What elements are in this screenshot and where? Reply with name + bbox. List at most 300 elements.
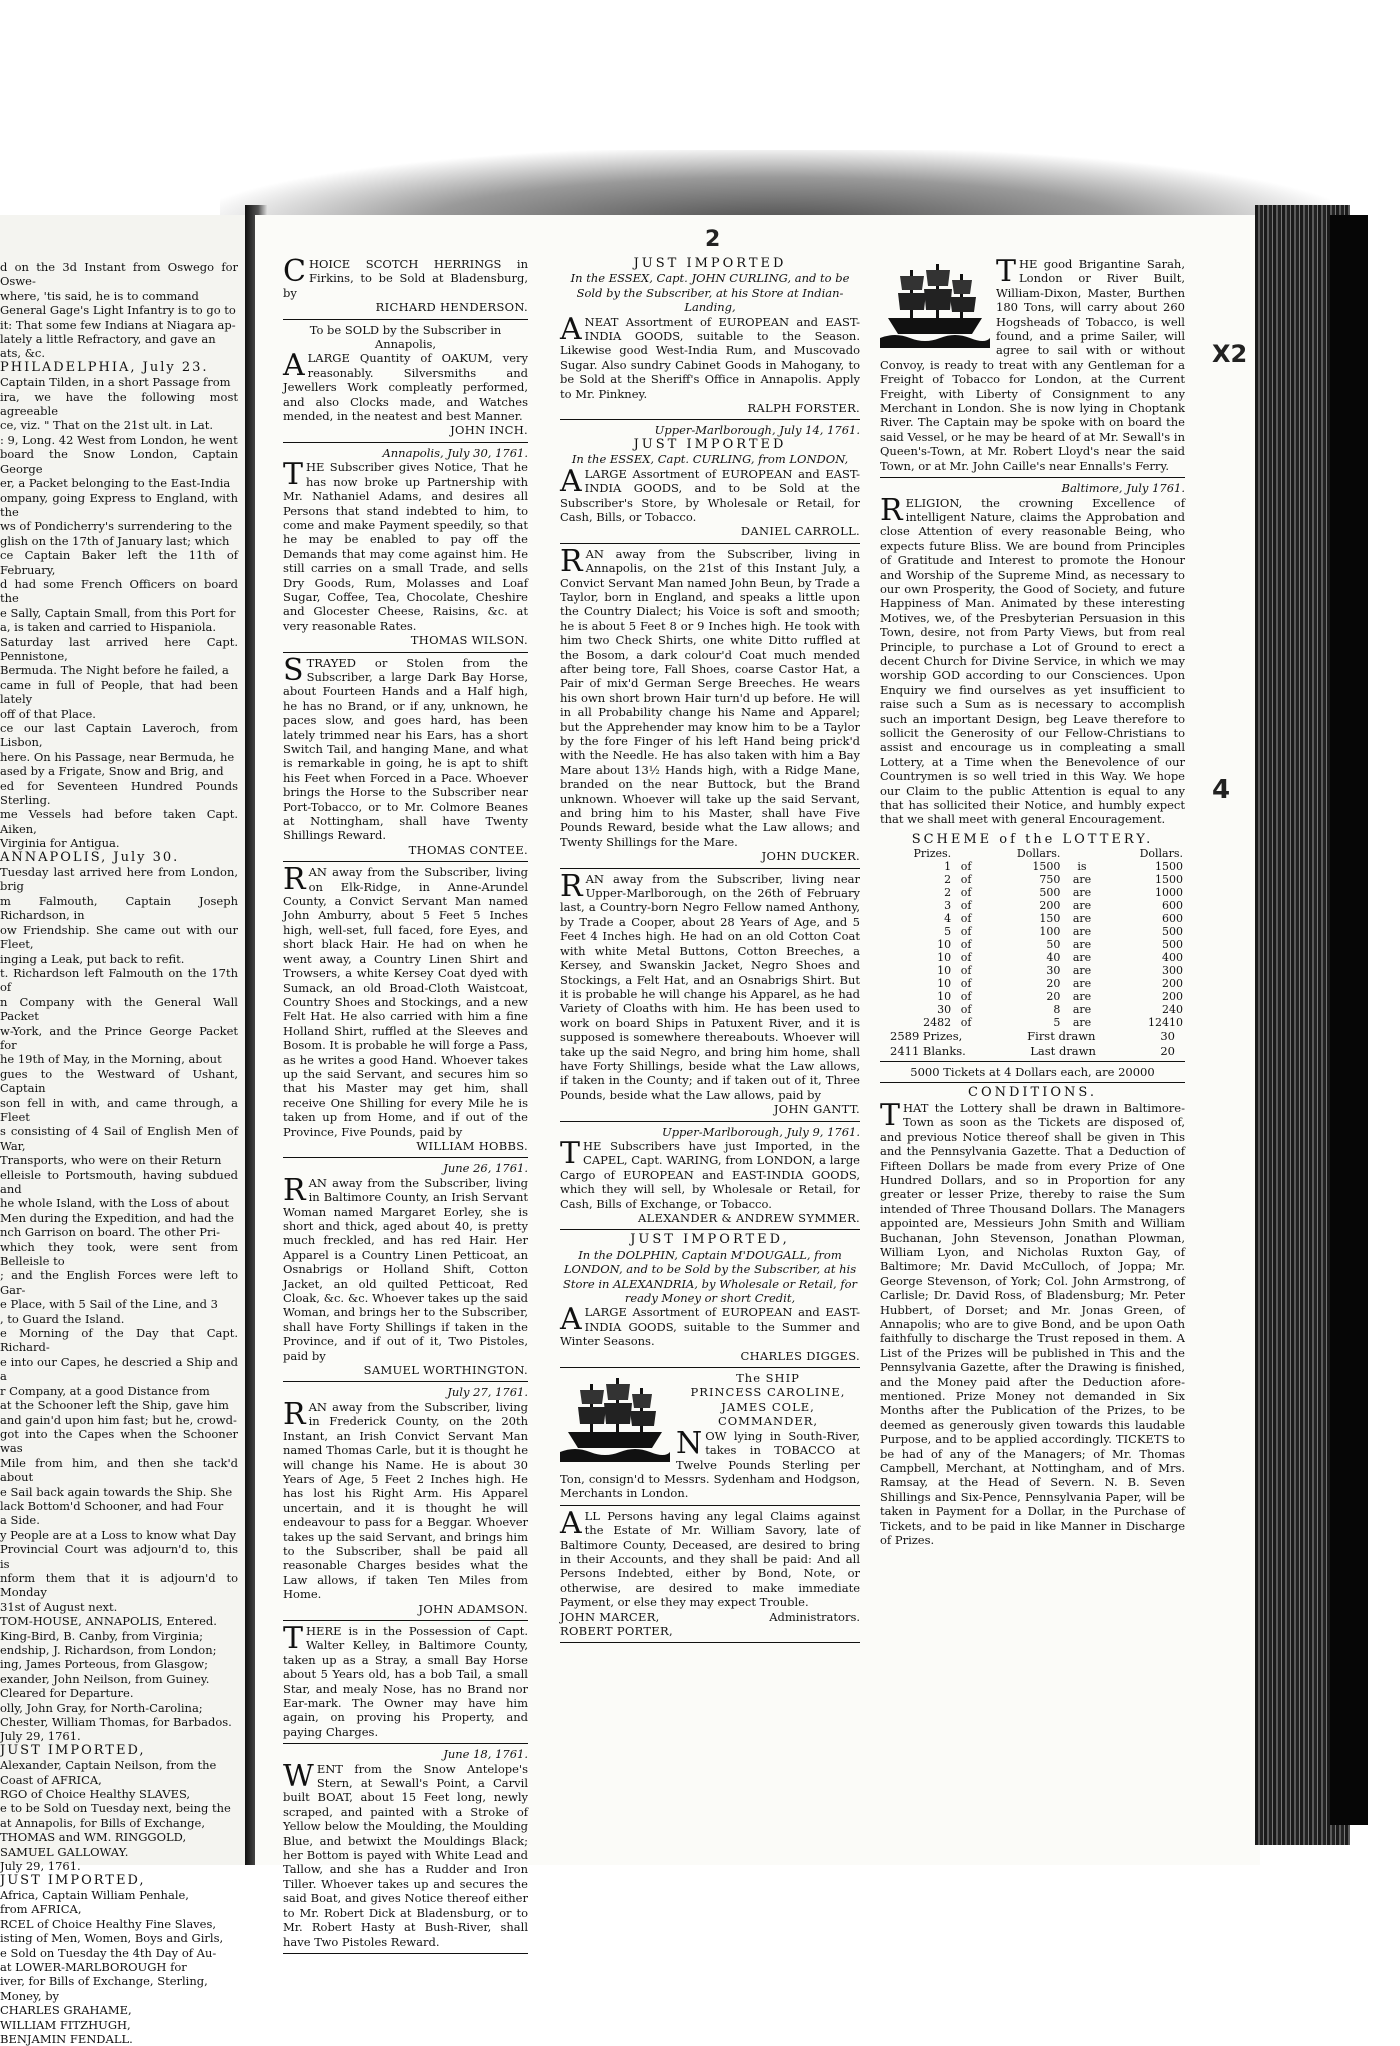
table-cell: 1500 xyxy=(1155,860,1183,874)
table-row xyxy=(880,990,1185,1003)
left-column-line: e Sail back again towards the Ship. She xyxy=(0,1484,233,1499)
advertisement xyxy=(283,323,528,438)
advertisement xyxy=(283,254,528,315)
ad-signature: DANIEL CARROLL. xyxy=(740,524,860,539)
ad-signature: RICHARD HENDERSON. xyxy=(375,300,528,315)
column-rule xyxy=(560,1229,860,1230)
brigantine-advertisement xyxy=(880,254,1185,473)
margin-mark-4: 4 xyxy=(1212,775,1231,805)
table-cell: 750 xyxy=(1039,873,1061,887)
table-row xyxy=(880,899,1185,912)
table-row xyxy=(880,925,1185,938)
ad-heading: JUST IMPORTED xyxy=(633,436,787,452)
ad-body-text: AN away from the Subscriber, living in Baltimore County, an Irish Servant Woman named Margaret Eorley, she is short and thick, aged about 40, is pretty much freckled, and has red Hair. Her Apparel is a Country Linen Petticoat, an Osnabrigs or Holland Shift, Cotton Jacket, an old quilted Petticoat, Red Cloak, &c. &c. Whoever takes up the said Woman, and brings her to the Subscriber, shall have Forty Shillings if taken in the Province, and if out of it, Two Pistoles, paid by xyxy=(283,1175,528,1363)
advertisement xyxy=(283,1161,528,1377)
left-column-line: a, is taken and carried to Hispaniola. xyxy=(0,620,217,635)
left-column-line: he whole Island, with the Loss of about xyxy=(0,1196,229,1211)
ad-signature: THOMAS WILSON. xyxy=(410,633,528,648)
ad-body-text: LARGE Assortment of EUROPEAN and EAST-INDIA GOODS, suitable to the Summer and Winter Seasons. xyxy=(560,1305,860,1349)
advertisement xyxy=(560,423,860,538)
table-cell: 240 xyxy=(1162,1003,1183,1017)
left-column-line: July 29, 1761. xyxy=(0,1859,81,1874)
advertisement xyxy=(560,257,860,415)
ad-body xyxy=(560,1505,860,1610)
column-rule xyxy=(283,652,528,653)
ad-body-text: AN away from the Subscriber, living in Frederick County, on the 20th Instant, an Irish Convict Servant Man named Thomas Carle, but it is thought he will change his Name. He is about 30 Years of Age, 5 Feet 2 Inches high. He has lost his Right Arm. His Apparel uncertain, and it is thought he will endeavour to pass for a Beggar. Whoever takes up the said Servant, and brings him to the Subscriber, shall be paid all reasonable Charges besides what the Law allows, if taken Ten Miles from Home. xyxy=(283,1399,528,1602)
ad-signatures xyxy=(560,1610,860,1639)
left-column-line: JUST IMPORTED, xyxy=(0,1742,146,1758)
ad-signature: RALPH FORSTER. xyxy=(747,401,860,416)
table-header-cell: Prizes. xyxy=(913,847,952,861)
table-cell: are xyxy=(1072,1016,1092,1030)
table-header-cell xyxy=(1062,847,1101,860)
lottery-body xyxy=(880,492,1185,827)
table-cell: are xyxy=(1072,977,1092,991)
ad-body-text: HOICE SCOTCH HERRINGS in Firkins, to be Sold at Bladensburg, by xyxy=(283,257,528,300)
ad-body-text: TRAYED or Stolen from the Subscriber, a large Dark Bay Horse, about Fourteen Hands and a Half high, he has no Brand, or if any, unknown, he paces slow, and goes hard, has been lately trimmed near his Ears, has a short Switch Tail, and hanging Mane, and what is remarkable in going, he is apt to shift his Feet when Forced in a Pace. Whoever brings the Horse to the Subscriber near Port-Tobacco, or to Mr. Colmore Beanes at Nottingham, shall have Twenty Shillings Reward. xyxy=(283,655,528,843)
left-column-line: : 9, Long. 42 West from London, he went xyxy=(0,432,238,447)
scheme-summary-row xyxy=(880,1044,1185,1058)
advertisement xyxy=(560,543,860,864)
left-column-line: me Vessels had before taken Capt. Aiken, xyxy=(0,807,238,836)
table-cell: of xyxy=(960,964,972,978)
ad-body xyxy=(560,1135,860,1211)
advertisement xyxy=(283,1747,528,1949)
left-column-line: e Morning of the Day that Capt. Richard- xyxy=(0,1326,238,1355)
ad-signature: JOHN DUCKER. xyxy=(761,849,860,864)
table-cell: 3 xyxy=(944,899,952,913)
table-cell: of xyxy=(960,899,972,913)
ad-date: July 27, 1761. xyxy=(447,1385,528,1400)
left-column-line: Men during the Expedition, and had the xyxy=(0,1210,234,1225)
column-rule xyxy=(560,1642,860,1643)
table-header-cell xyxy=(953,847,979,860)
left-column-line: inging a Leak, put back to refit. xyxy=(0,951,185,966)
lottery-scheme-title: SCHEME of the LOTTERY. xyxy=(911,831,1154,847)
left-column-line: Money, by xyxy=(0,1988,60,2003)
table-cell: 2 xyxy=(944,873,952,887)
ad-date: June 26, 1761. xyxy=(443,1161,528,1176)
ad-body-text: LARGE Assortment of EUROPEAN and EAST-INDIA GOODS, and to be Sold at the Subscriber's Store, by Wholesale or Retail, for Cash, Bills, or Tobacco. xyxy=(560,466,860,524)
ad-body xyxy=(283,348,528,424)
ad-body-text: OW lying in South-River, takes in TOBACCO at Twelve Pounds Sterling per Ton, consign'd to Messrs. Sydenham and Hodgson, Merchants in London. xyxy=(560,1428,860,1501)
left-column-line: it: That some few Indians at Niagara ap- xyxy=(0,317,236,332)
left-column-line: got into the Capes when the Schooner was xyxy=(0,1426,238,1456)
left-column-line: off of that Place. xyxy=(0,706,96,721)
left-column-line: olly, John Gray, for North-Carolina; xyxy=(0,1700,203,1715)
left-column-line: JUST IMPORTED, xyxy=(0,1872,146,1888)
left-column-line: he 19th of May, in the Morning, about xyxy=(0,1052,222,1067)
column-rule xyxy=(880,1061,1185,1062)
advertisement xyxy=(283,862,528,1153)
ship-title: The SHIP xyxy=(736,1371,800,1386)
margin-mark-x2: X2 xyxy=(1212,340,1248,368)
table-cell: 10 xyxy=(937,964,952,978)
ad-body xyxy=(560,868,860,1103)
advertisement xyxy=(283,1385,528,1616)
table-cell: 300 xyxy=(1162,964,1183,978)
ad-body xyxy=(283,1620,528,1739)
drop-cap: A xyxy=(560,1505,582,1541)
table-cell: 10 xyxy=(937,951,952,965)
left-column-line: Provincial Court was adjourn'd to, this is xyxy=(0,1542,238,1571)
ad-body xyxy=(283,1396,528,1602)
ad-signature: THOMAS CONTEE. xyxy=(408,842,528,857)
left-column-line: d had some French Officers on board the xyxy=(0,576,238,606)
table-cell: 600 xyxy=(1162,899,1183,913)
left-column-line: isting of Men, Women, Boys and Girls, xyxy=(0,1931,224,1946)
ad-body-text: AN away from the Subscriber, living in Annapolis, on the 21st of this Instant July, a Convict Servant Man named John Beun, by Trade a Taylor, born in England, and speaks a little upon the Country Dialect; his Voice is soft and smooth; he is about 5 Feet 8 or 9 Inches high. He took with him two Check Shirts, one white Ditto ruffled at the Bosom, a dark colour'd Coat much mended after being tore, Fall Shoes, coarse Castor Hat, a Pair of mix'd German Serge Breeches. He wears his own short brown Hair turn'd up before. He will in all Probability change his Name and Apparel; but the Apprehender may know him to be a Taylor by the fore Finger of his left Hand being prick'd with the Needle. He has also taken with him a Bay Mare about 13½ Hands high, with a Ridge Mane, branded on the near Buttock, but the Brand unknown. Whoever will take up the said Servant, and bring him to his Master, shall have Five Pounds Reward, beside what the Law allows; and Twenty Shillings for the Mare. xyxy=(560,546,860,849)
table-cell: 4 xyxy=(944,912,952,926)
left-column-line: e to be Sold on Tuesday next, being the xyxy=(0,1801,231,1816)
ad-date: Annapolis, July 30, 1761. xyxy=(382,445,528,460)
ad-subheading: In the ESSEX, Capt. CURLING, from LONDON, xyxy=(571,452,849,467)
ad-body-text: HE good Brigantine Sarah, London or River Built, William-Dixon, Master, Burthen 180 Tons, will carry about 260 Hogsheads of Tobacco, is well found, and a prime Sailer, will agree to sail with or without Convoy, is ready to treat with any Gentleman for a Freight of Tobacco for London, at the Current Freight, with Liberty of Consignment to any Merchant in London. She is now lying in Choptank River. The Captain may be spoke with on board the said Vessel, or he may be heard of at Mr. Sewall's in Queen's-Town, at Mr. Robert Lloyd's near the said Town, or at Mr. John Caille's near Ennalls's Ferry. xyxy=(880,257,1185,473)
column-rule xyxy=(560,868,860,869)
table-cell: of xyxy=(960,938,972,952)
table-cell: 30 xyxy=(1046,964,1061,978)
left-column-line: Virginia for Antigua. xyxy=(0,836,120,851)
table-header-cell: Dollars. xyxy=(1016,847,1061,861)
left-column-line: ws of Pondicherry's surrendering to the xyxy=(0,519,233,534)
left-column-line: y People are at a Loss to know what Day xyxy=(0,1527,237,1542)
ad-signature: ROBERT PORTER, xyxy=(560,1623,673,1638)
ad-date: Upper-Marlborough, July 14, 1761. xyxy=(654,423,860,438)
ad-body-text: HERE is in the Possession of Capt. Walter Kelley, in Baltimore County, taken up as a Stray, a small Bay Horse about 5 Years old, has a bob Tail, a small Star, and mealy Nose, has no Brand nor Ear-mark. The Owner may have him again, on proving his Property, and paying Charges. xyxy=(283,1623,528,1739)
left-column-line: from AFRICA, xyxy=(0,1902,82,1917)
left-column-line: lately a little Refractory, and gave an xyxy=(0,332,216,347)
ad-signature: JOHN INCH. xyxy=(450,423,528,438)
left-column-line: n Company with the General Wall Packet xyxy=(0,994,238,1024)
left-column-line: General Gage's Light Infantry is to go to xyxy=(0,303,236,318)
column-rule xyxy=(283,1157,528,1158)
column-rule xyxy=(880,1082,1185,1083)
table-cell: 1000 xyxy=(1155,886,1183,900)
scan-shadow xyxy=(220,150,1330,225)
table-cell: 5 xyxy=(944,925,952,939)
drop-cap: T xyxy=(560,1135,581,1171)
left-column-line: here. On his Passage, near Bermuda, he xyxy=(0,749,235,764)
table-cell: of xyxy=(960,912,972,926)
lottery-text: ELIGION, the crowning Excellence of intelligent Nature, claims the Approbation and close Attention of every reasonable Being, who expects future Bliss. We are bound from Principles of Gratitude and Interest to promote the Honour and Worship of the Supreme Mind, as necessary to our own Prosperity, the Good of Society, and future Happiness of Man. Animated by these interesting Motives, we, of the Presbyterian Persuasion in this Town, desire, not from Party Views, but from real Principle, to purchase a Lot of Ground to erect a decent Church for Divine Service, in which we may worship GOD according to our Consciences. Upon Enquiry we find ourselves as yet insufficient to raise such a Sum as is necessary to accomplish such an important Design, beg Leave therefore to sollicit the Generosity of our Fellow-Christians to assist and encourage us in compleating a small Lottery, at a Time when the Benevolence of our Countrymen is so well tried in this Way. We hope our Claim to the public Attention is equal to any that has sollicited their Notice, and humbly expect that we shall meet with general Encouragement. xyxy=(880,495,1185,827)
scheme-total: 5000 Tickets at 4 Dollars each, are 20000 xyxy=(910,1065,1155,1080)
table-cell: 150 xyxy=(1039,912,1061,926)
table-cell: are xyxy=(1072,912,1092,926)
left-column-line: endship, J. Richardson, from London; xyxy=(0,1643,217,1657)
left-column-line: Transports, who were on their Return xyxy=(0,1153,222,1168)
left-column-line: at LOWER-MARLBOROUGH for xyxy=(0,1959,187,1974)
table-cell: 2 xyxy=(944,886,952,900)
scheme-summary-cell: 20 xyxy=(1160,1043,1175,1058)
left-column-line: RCEL of Choice Healthy Fine Slaves, xyxy=(0,1916,217,1931)
left-column-line: BENJAMIN FENDALL. xyxy=(0,2031,133,2046)
ad-body xyxy=(283,457,528,633)
ad-body-text: AN away from the Subscriber, living on Elk-Ridge, in Anne-Arundel County, a Convict Servant Man named John Amburry, about 5 Feet 5 Inches high, well-set, full faced, fore Eyes, and short black Hair. He had on when he went away, a Country Linen Shirt and Trowsers, a white Kersey Coat dyed with Sumack, an old Broad-Cloth Waistcoat, Country Shoes and Stockings, and a new Felt Hat. He also carried with him a fine Holland Shirt, ruffled at the Sleeves and Bosom. It is probable he will forge a Pass, as he writes a good Hand. Whoever takes up the said Servant, and secures him so that his Master may get him, shall receive One Shilling for every Mile he is taken up from Home, and if out of the Province, Five Pounds, paid by xyxy=(283,865,528,1139)
left-column-line: ce, viz. " That on the 21st ult. in Lat. xyxy=(0,418,214,433)
ship-title: COMMANDER, xyxy=(717,1414,819,1429)
table-header-row xyxy=(880,847,1185,860)
column-rule xyxy=(283,1620,528,1621)
left-column-line: Captain Tilden, in a short Passage from xyxy=(0,375,231,390)
table-cell: is xyxy=(1077,860,1087,874)
column-rule xyxy=(283,1381,528,1382)
table-cell: 500 xyxy=(1162,925,1183,939)
ad-preamble: To be SOLD by the Subscriber in Annapolis, xyxy=(309,322,502,352)
advertisement xyxy=(560,1371,860,1501)
ad-body xyxy=(560,543,860,850)
scheme-summary-cell: First drawn xyxy=(1027,1029,1096,1044)
left-column-line: w-York, and the Prince George Packet for xyxy=(0,1023,238,1052)
table-cell: of xyxy=(960,886,972,900)
table-cell: 100 xyxy=(1039,925,1061,939)
left-column-line: ing, James Porteous, from Glasgow; xyxy=(0,1657,209,1672)
left-column-line: July 29, 1761. xyxy=(0,1729,81,1744)
table-cell: 2482 xyxy=(923,1016,952,1030)
table-row xyxy=(880,938,1185,951)
conditions-title: CONDITIONS. xyxy=(968,1085,1097,1101)
ad-body-text: HE Subscriber gives Notice, That he has now broke up Partnership with Mr. Nathaniel Adams, and desires all Persons that stand indebted to him, to come and make Payment speedily, so that he may be enabled to pay off the Demands that may come against him. He still carries on a small Trade, and sells Dry Goods, Rum, Molasses and Loaf Sugar, Coffee, Tea, Chocolate, Cheshire and Glocester Cheese, Raisins, &c. at very reasonable Rates. xyxy=(283,460,528,633)
drop-cap: R xyxy=(880,492,903,528)
table-cell: 30 xyxy=(937,1003,952,1017)
ad-subheading: In the DOLPHIN, Captain M'DOUGALL, from LONDON, and to be Sold by the Subscriber, at his Store in ALEXANDRIA, by Wholesale or Retail, for ready Money or short Credit, xyxy=(562,1247,858,1306)
left-column-line: where, 'tis said, he is to command xyxy=(0,288,199,303)
ad-date: Upper-Marlborough, July 9, 1761. xyxy=(662,1124,860,1139)
column-rule xyxy=(283,1953,528,1954)
left-column-line: ce Captain Baker left the 11th of February, xyxy=(0,548,238,577)
table-cell: are xyxy=(1072,925,1092,939)
table-row xyxy=(880,886,1185,899)
conditions-body xyxy=(880,1097,1185,1548)
left-column-line: e Sally, Captain Small, from this Port for xyxy=(0,605,236,620)
ad-date: June 18, 1761. xyxy=(443,1747,528,1762)
left-column-line: s consisting of 4 Sail of English Men of War, xyxy=(0,1124,238,1153)
advertisement xyxy=(283,652,528,858)
ad-body-text: HE Subscribers have just Imported, in the CAPEL, Capt. WARING, from LONDON, a large Cargo of EUROPEAN and EAST-INDIA GOODS, which they will sell, by Wholesale or Retail, for Cash, Bills of Exchange, or Tobacco. xyxy=(560,1138,860,1211)
left-column-line: t. Richardson left Falmouth on the 17th of xyxy=(0,965,238,995)
left-page xyxy=(0,215,251,2046)
table-cell: 12410 xyxy=(1148,1016,1183,1030)
ad-body-text: LARGE Quantity of OAKUM, very reasonably. Silversmiths and Jewellers Work compleatly performed, and also Clocks made, and Watches mended, in the neatest and best Manner. xyxy=(283,351,528,424)
ad-body xyxy=(560,1302,860,1349)
drop-cap: R xyxy=(560,543,583,579)
left-column-line: gues to the Westward of Ushant, Captain xyxy=(0,1066,238,1096)
ship-woodcut-icon xyxy=(560,1374,670,1462)
table-cell: 200 xyxy=(1162,977,1183,991)
ship-title: JAMES COLE, xyxy=(721,1399,815,1414)
table-row xyxy=(880,912,1185,925)
table-cell: 200 xyxy=(1162,990,1183,1004)
lottery-scheme-table xyxy=(880,847,1185,1029)
column-3 xyxy=(880,255,1185,1547)
ad-body xyxy=(283,1758,528,1949)
left-column-line: , to Guard the Island. xyxy=(0,1311,125,1326)
left-column-line: Saturday last arrived here Capt. Pennistone, xyxy=(0,634,238,663)
right-page xyxy=(255,215,1260,1949)
ad-heading: JUST IMPORTED, xyxy=(630,1232,790,1248)
drop-cap: R xyxy=(560,868,583,904)
ad-body-text: NEAT Assortment of EUROPEAN and EAST-INDIA GOODS, suitable to the Season. Likewise good West-India Rum, and Muscovado Sugar. Also sundry Cabinet Goods in Mahogany, to be Sold at the Sheriff's Office in Annapolis. Apply to Mr. Pinkney. xyxy=(560,314,860,401)
table-cell: 1 xyxy=(944,860,952,874)
scheme-summary-cell: 2411 Blanks. xyxy=(890,1043,966,1058)
table-cell: of xyxy=(960,873,972,887)
left-column-line: at Annapolis, for Bills of Exchange, xyxy=(0,1815,205,1830)
left-column-line: SAMUEL GALLOWAY. xyxy=(0,1844,129,1859)
table-cell: are xyxy=(1072,899,1092,913)
table-cell: 1500 xyxy=(1155,873,1183,887)
table-cell: are xyxy=(1072,1003,1092,1017)
left-column-line: Tuesday last arrived here from London, brig xyxy=(0,865,238,894)
advertisement xyxy=(283,446,528,648)
left-column-line: e into our Capes, he descried a Ship and a xyxy=(0,1354,238,1384)
left-column-line: son fell in with, and came through, a Fleet xyxy=(0,1095,238,1124)
column-rule xyxy=(880,477,1185,478)
drop-cap: R xyxy=(283,1172,306,1208)
column-rule xyxy=(283,861,528,862)
advertisement xyxy=(560,868,860,1117)
column-rule xyxy=(283,442,528,443)
left-column-line: r Company, at a good Distance from xyxy=(0,1383,210,1398)
left-column-line: ompany, going Express to England, with the xyxy=(0,490,238,519)
left-column-line: nch Garrison on board. The other Pri- xyxy=(0,1225,221,1240)
table-cell: of xyxy=(960,977,972,991)
left-column-line: exander, John Neilson, from Guiney. xyxy=(0,1671,210,1686)
table-cell: are xyxy=(1072,990,1092,1004)
ad-signature: SAMUEL WORTHINGTON. xyxy=(363,1363,528,1378)
column-rule xyxy=(560,1121,860,1122)
ad-body xyxy=(283,1172,528,1363)
ad-signature: JOHN ADAMSON. xyxy=(418,1601,528,1616)
left-column-line: ased by a Frigate, Snow and Brig, and xyxy=(0,764,224,779)
left-column-line: at the Schooner left the Ship, gave him xyxy=(0,1398,229,1413)
left-column-line: d on the 3d Instant from Oswego for Oswe- xyxy=(0,260,238,289)
table-cell: 200 xyxy=(1039,899,1061,913)
scheme-summary-cell: 30 xyxy=(1160,1029,1175,1044)
left-column-line: King-Bird, B. Canby, from Virginia; xyxy=(0,1628,204,1643)
left-column-line: Africa, Captain William Penhale, xyxy=(0,1887,189,1902)
drop-cap: T xyxy=(283,1620,304,1656)
column-2 xyxy=(560,255,860,1646)
left-column-line: e Sold on Tuesday the 4th Day of Au- xyxy=(0,1945,217,1960)
left-column-line: 31st of August next. xyxy=(0,1599,118,1614)
table-cell: of xyxy=(960,1016,972,1030)
left-column-text xyxy=(0,260,238,2046)
column-rule xyxy=(560,543,860,544)
drop-cap: R xyxy=(283,1396,306,1432)
column-rule xyxy=(283,1743,528,1744)
ad-body-text: AN away from the Subscriber, living near Upper-Marlborough, on the 26th of February last, a Country-born Negro Fellow named Anthony, by Trade a Cooper, about 28 Years of Age, and 5 Feet 4 Inches high. He had on an old Cotton Coat with white Metal Buttons, Cotton Breeches, a Kersey, and Swanskin Jacket, Negro Shoes and Stockings, a Felt Hat, and an Osnabrigs Shirt. But it is probable he will change his Apparel, as he had Variety of Cloaths with him. He has been used to work on board Ships in Patuxent River, and it is supposed is somewhere thereabouts. Whoever will take up the said Negro, and bring him home, shall have Forty Shillings, beside what the Law allows, if taken in the County; and if taken out of it, Three Pounds, beside what the Law allows, paid by xyxy=(560,871,860,1102)
table-cell: 8 xyxy=(1053,1003,1061,1017)
left-column-line: e Place, with 5 Sail of the Line, and 3 xyxy=(0,1297,218,1312)
left-column-line: ira, we have the following most agreeable xyxy=(0,389,238,419)
left-column-line: THOMAS and WM. RINGGOLD, xyxy=(0,1830,187,1845)
drop-cap: T xyxy=(283,457,304,493)
drop-cap: A xyxy=(560,463,582,499)
table-cell: 500 xyxy=(1162,938,1183,952)
left-column-line: ANNAPOLIS, July 30. xyxy=(0,849,180,865)
ad-signature: ALEXANDER & ANDREW SYMMER. xyxy=(638,1211,860,1225)
left-column-line: glish on the 17th of January last; which xyxy=(0,533,230,548)
table-row xyxy=(880,977,1185,990)
table-cell: 600 xyxy=(1162,912,1183,926)
drop-cap: R xyxy=(283,862,306,898)
scheme-summary-cell: 2589 Prizes, xyxy=(890,1029,963,1044)
table-cell: are xyxy=(1072,951,1092,965)
left-column-line: WILLIAM FITZHUGH, xyxy=(0,2017,131,2032)
column-rule xyxy=(560,419,860,420)
left-column-line: ce our last Captain Laveroch, from Lisbon, xyxy=(0,721,238,750)
ad-signature: CHARLES DIGGES. xyxy=(740,1348,860,1363)
ad-heading: JUST IMPORTED xyxy=(633,256,787,271)
table-row xyxy=(880,873,1185,886)
drop-cap: S xyxy=(283,652,304,688)
table-cell: are xyxy=(1072,964,1092,978)
ad-signature: WILLIAM HOBBS. xyxy=(416,1138,528,1153)
ad-body-text: ENT from the Snow Antelope's Stern, at Sewall's Point, a Carvil built BOAT, about 15 Feet long, newly scraped, and painted with a Stroke of Yellow below the Moulding, the Moulding Blue, and betwixt the Mouldings Black; her Bottom is payed with White Lead and Tallow, and she has a Rudder and Iron Tiller. Whoever takes up and secures the said Boat, and gives Notice thereof either to Mr. Robert Dick at Bladensburg, or to Mr. Robert Hasty at Bush-River, shall have Two Pistoles Reward. xyxy=(283,1761,528,1949)
left-column-line: Chester, William Thomas, for Barbados. xyxy=(0,1715,232,1730)
advertisement xyxy=(560,1125,860,1226)
table-cell: 10 xyxy=(937,977,952,991)
table-cell: 1500 xyxy=(1032,860,1061,874)
advertisement xyxy=(560,1233,860,1363)
left-column-line: TOM-HOUSE, ANNAPOLIS, Entered. xyxy=(0,1614,217,1629)
left-column-line: Mile from him, and then she tack'd about xyxy=(0,1455,238,1485)
left-column-line: came in full of People, that had been lately xyxy=(0,677,238,707)
ad-subheading: In the ESSEX, Capt. JOHN CURLING, and to be Sold by the Subscriber, at his Store at Indian-Landing, xyxy=(570,271,850,315)
table-cell: 20 xyxy=(1046,990,1061,1004)
table-cell: 10 xyxy=(937,938,952,952)
ad-body xyxy=(560,463,860,525)
table-cell: of xyxy=(960,925,972,939)
table-cell: of xyxy=(960,990,972,1004)
left-column-line: Alexander, Captain Neilson, from the xyxy=(0,1758,217,1773)
table-row xyxy=(880,1016,1185,1029)
drop-cap: W xyxy=(283,1758,314,1794)
ad-signature: JOHN GANTT. xyxy=(773,1102,860,1117)
left-column-line: and gain'd upon him fast; but he, crowd- xyxy=(0,1412,237,1427)
left-column-line: ats, &c. xyxy=(0,346,46,361)
drop-cap: A xyxy=(560,1302,582,1338)
table-cell: 400 xyxy=(1162,951,1183,965)
table-row xyxy=(880,860,1185,873)
left-column-line: Cleared for Departure. xyxy=(0,1686,134,1701)
ad-body xyxy=(560,311,860,401)
ad-signature: JOHN MARCER, xyxy=(560,1609,660,1624)
ship-woodcut-icon xyxy=(880,260,990,348)
drop-cap: A xyxy=(283,348,305,384)
table-cell: are xyxy=(1072,886,1092,900)
left-column-line: CHARLES GRAHAME, xyxy=(0,2003,132,2018)
ad-date: Baltimore, July 1761. xyxy=(1061,481,1185,496)
scheme-summary-row xyxy=(880,1029,1185,1043)
table-header-cell: Dollars. xyxy=(1139,847,1183,861)
conditions-text: HAT the Lottery shall be drawn in Baltimore-Town as soon as the Tickets are disposed of, and previous Notice thereof shall be given in This and the Pennsylvania Gazette. That a Deduction of Fifteen Dollars be made from every Prize of One Hundred Dollars, and so in Proportion for any greater or lesser Prize, thereby to raise the Sum intended of Three Thousand Dollars. The Managers appointed are, Messieurs John Smith and William Buchanan, John Stevenson, Jonathan Plowman, William Lyon, and Nicholas Ruxton Gay, of Baltimore; Mr. David McCulloch, of Joppa; Mr. George Stevenson, of York; Col. John Armstrong, of Carlisle; Dr. David Ross, of Bladensburg; Mr. Peter Hubbert, of Dorset; and Mr. Jonas Green, of Annapolis; who are to give Bond, and be upon Oath faithfully to discharge the Trust reposed in them. A List of the Prizes will be published in This and the Pennsylvania Gazette, after the Drawing is finished, and the Money paid after the Deduction afore-mentioned. Prize Money not demanded in Six Months after the Publication of the Prizes, to be deemed as generously given towards this laudable Purpose, and to be applied accordingly. TICKETS to be had of any of the Managers; of Mr. Thomas Campbell, Merchant, at Nottingham, and of Mrs. Ramsay, at the Head of Severn. N. B. Seven Shillings and Six-Pence, Pennsylvania Paper, will be taken in Payment for a Dollar, in the Purchase of Tickets, and to be paid in like Manner in Discharge of Prizes. xyxy=(880,1100,1185,1548)
left-column-line: Bermuda. The Night before he failed, a xyxy=(0,663,229,678)
left-column-line: m Falmouth, Captain Joseph Richardson, in xyxy=(0,893,238,923)
left-column-line: ed for Seventeen Hundred Pounds Sterling. xyxy=(0,778,238,808)
ad-body-text: LL Persons having any legal Claims against the Estate of Mr. William Savory, late of Baltimore County, Deceased, are desired to bring in their Accounts, and they shall be paid: And all Persons Indebted, either by Bond, Note, or otherwise, are desired to make immediate Payment, or else they may expect Trouble. xyxy=(560,1508,860,1610)
table-cell: are xyxy=(1072,938,1092,952)
left-column-line: ow Friendship. She came out with our Fleet, xyxy=(0,922,238,952)
left-column-line: a Side. xyxy=(0,1513,40,1528)
table-cell: of xyxy=(960,1003,972,1017)
table-cell: of xyxy=(960,860,972,874)
table-row xyxy=(880,964,1185,977)
table-cell: 20 xyxy=(1046,977,1061,991)
left-column-line: PHILADELPHIA, July 23. xyxy=(0,359,209,375)
ad-body xyxy=(283,862,528,1139)
book-cover-edge xyxy=(1330,215,1368,1825)
drop-cap: C xyxy=(283,254,306,289)
